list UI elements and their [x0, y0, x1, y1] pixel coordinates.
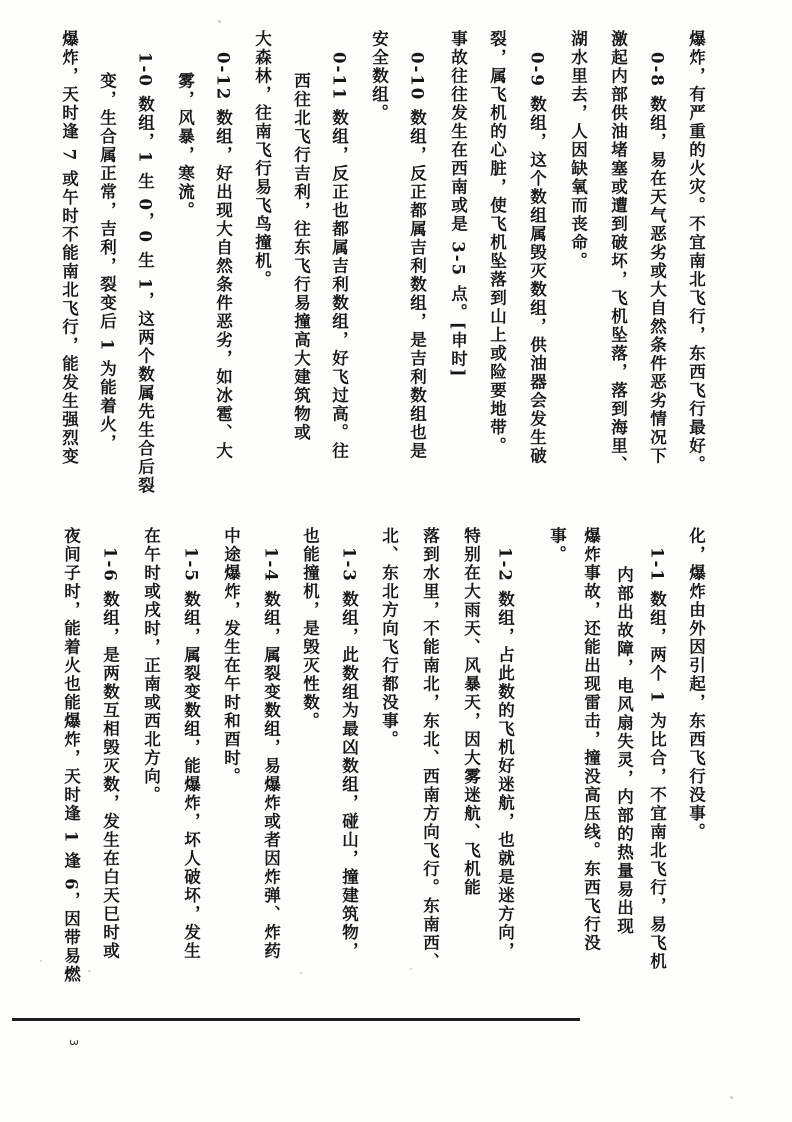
- text-column: 在午时或戌时，正南或西北方向。: [141, 527, 161, 805]
- scan-speck: [88, 970, 91, 972]
- text-column: 落到水里，不能南北，东北、西南方向飞行。东南西、: [420, 527, 440, 971]
- text-column: 变，生合属正常，吉利，裂变后 1 为能着火，: [97, 72, 117, 453]
- scan-speck: [410, 968, 412, 970]
- text-column: 也能撞机，是毁灭性数。: [300, 527, 320, 731]
- text-column: 爆炸，天时逢 7 或午时不能南北飞行，能发生强烈变: [59, 30, 79, 466]
- text-column: 0-12 数组，好出现大自然条件恶劣，如冰雹、大: [213, 52, 233, 461]
- text-column: 爆炸，有严重的火灾。不宜南北飞行，东西飞行最好。: [686, 30, 706, 474]
- text-column: 激起内部供油堵塞或遭到破坏，飞机坠落，落到海里、: [608, 30, 628, 474]
- text-column: 0-10 数组，反正都属吉利数组，是吉利数组也是: [407, 52, 427, 461]
- text-column: 1-4 数组，属裂变数组，易爆炸或者因炸弹、炸药: [261, 547, 281, 961]
- text-column: 1-6 数组，是两数互相毁灭数，发生在白天巳时或: [100, 547, 120, 961]
- text-column: 1-3 数组，此数组为最凶数组，碰山，撞建筑物，: [339, 547, 359, 961]
- text-column: 0-11 数组，反正也都属吉利数组，好飞过高。往: [329, 52, 349, 461]
- scan-speck: [300, 972, 302, 974]
- text-column: 0-8 数组，易在天气恶劣或大自然条件恶劣情况下: [647, 52, 667, 466]
- page-number: 3: [67, 1039, 80, 1046]
- horizontal-rule: [12, 1018, 580, 1021]
- text-column: 1-1 数组，两个 1 为比合，不宜南北飞行，易飞机: [647, 547, 667, 972]
- text-column: 化，爆炸由外因引起，东西飞行没事。: [686, 527, 706, 842]
- scan-speck: [40, 960, 42, 962]
- text-column: 西往北飞行吉利，往东飞行易撞高大建筑物或: [291, 72, 311, 442]
- text-column: 事。: [547, 527, 567, 564]
- text-column: 0-9 数组，这个数组属毁灭数组，供油器会发生破: [527, 52, 547, 466]
- text-column: 1-2 数组，占此数的飞机好迷航，也就是迷方向，: [495, 547, 515, 961]
- text-column: 夜间子时，能着火也能爆炸，天时逢 1 逢 6，因带易燃: [61, 527, 81, 985]
- text-column: 雾，风暴，寒流。: [175, 72, 195, 220]
- text-column: 安全数组。: [369, 30, 389, 123]
- text-column: 特别在大雨天、风暴天，因大雾迷航、飞机能: [461, 527, 481, 897]
- text-column: 1-0 数组，1 生 0，0 生 1，这两个数属先生合后裂: [135, 52, 155, 495]
- text-column: 中途爆炸，发生在午时和酉时。: [221, 527, 241, 786]
- text-column: 1-5 数组，属裂变数组，能爆炸，坏人破坏，发生: [181, 547, 201, 961]
- text-column: 湖水里去，人因缺氧而丧命。: [568, 30, 588, 271]
- text-column: 大森林，往南飞行易飞鸟撞机。: [252, 30, 272, 289]
- scan-speck: [730, 1096, 733, 1099]
- scan-speck: [218, 20, 221, 23]
- text-column: 裂，属飞机的心脏，使飞机坠落到山上或险要地带。: [487, 30, 507, 456]
- text-column: 爆炸事故，还能出现雷击，撞没高压线。东西飞行没: [581, 527, 601, 953]
- text-column: 事故往往发生在西南或是 3-5 点。[申时]: [448, 30, 468, 379]
- text-column: 北、东北方向飞行都没事。: [379, 527, 399, 749]
- text-column: 内部出故障，电风扇失灵，内部的热量易出现: [614, 566, 634, 936]
